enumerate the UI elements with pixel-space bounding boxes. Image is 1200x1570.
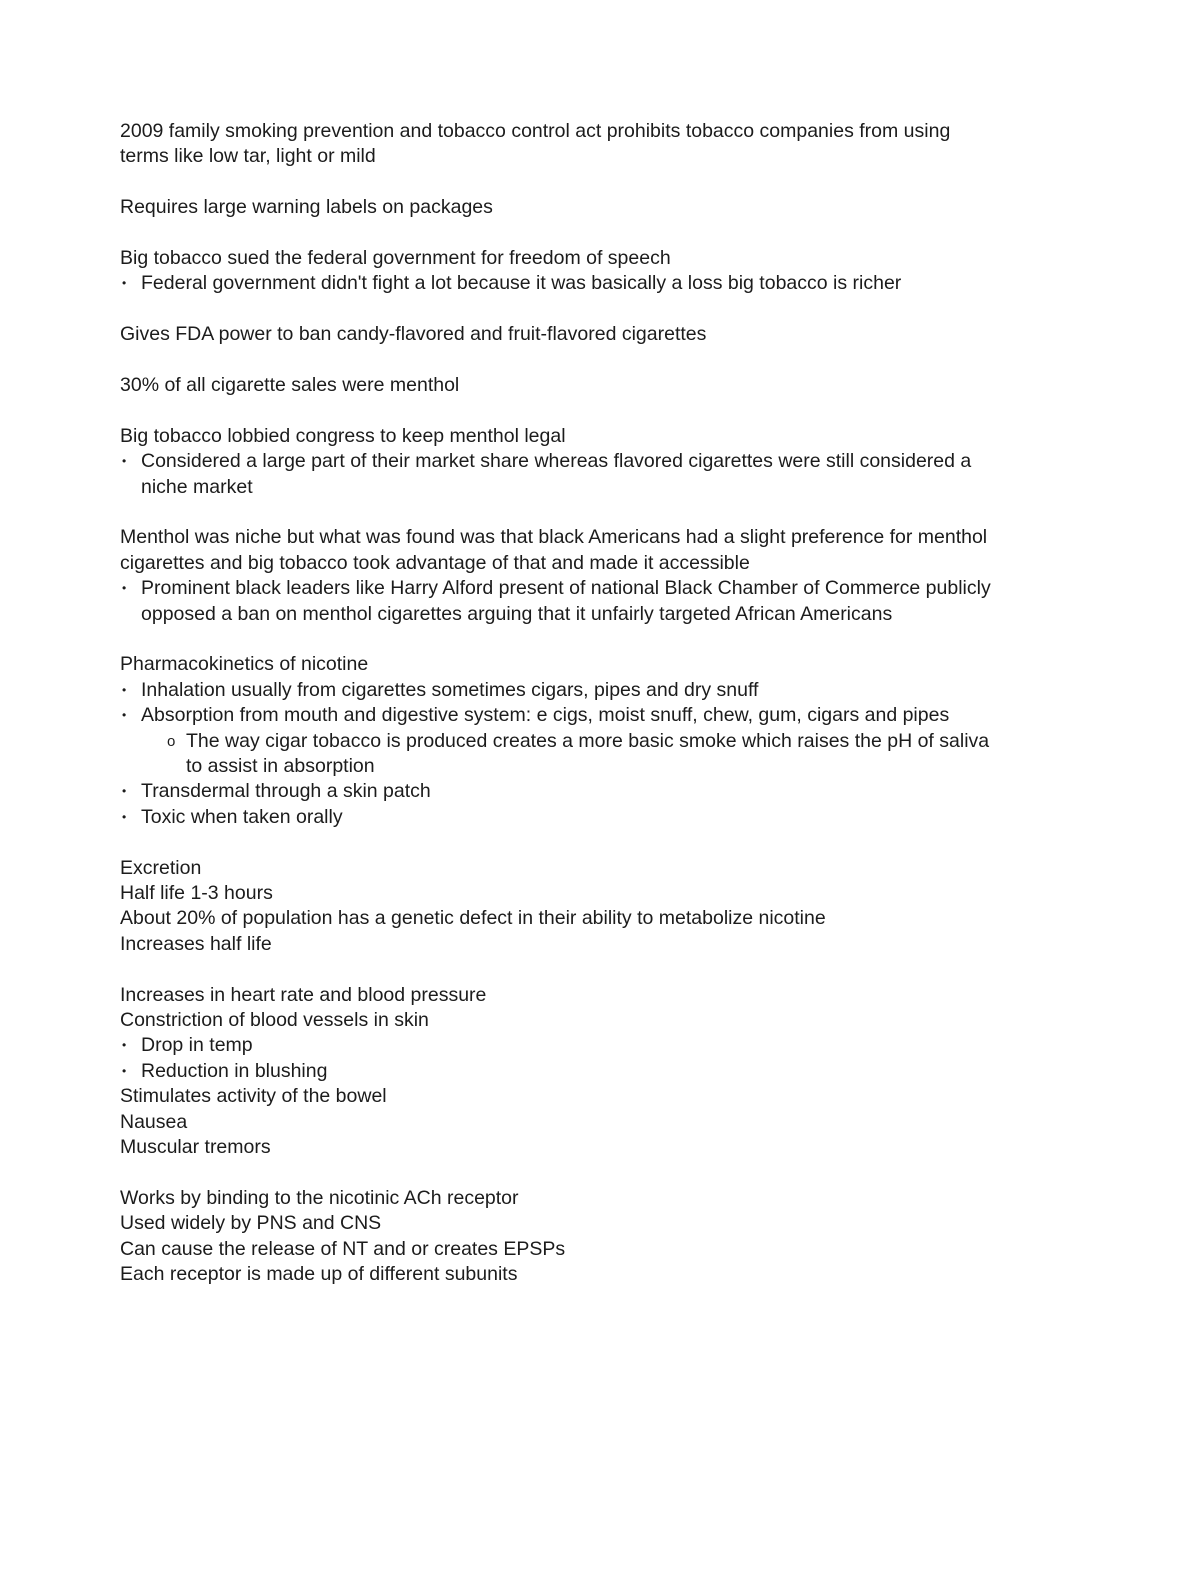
paragraph	[120, 246, 1095, 297]
bullet-item	[120, 678, 1095, 703]
text-line: Absorption from mouth and digestive system: e cigs, moist snuff, chew, gum, cigars and pipes	[141, 704, 950, 727]
bullet-item	[120, 1033, 1095, 1058]
text-line: Pharmacokinetics of nicotine	[120, 653, 369, 676]
paragraph	[120, 983, 1095, 1161]
paragraph	[120, 525, 1095, 627]
paragraph	[120, 195, 1095, 220]
text-line: Big tobacco lobbied congress to keep menthol legal	[120, 424, 566, 447]
text-line: About 20% of population has a genetic defect in their ability to metabolize nicotine	[120, 907, 826, 930]
text-line: 2009 family smoking prevention and tobacco control act prohibits tobacco companies from using	[120, 120, 951, 142]
bullet-item	[120, 1059, 1095, 1084]
bullet-icon: •	[122, 1038, 127, 1053]
text-line: Drop in temp	[141, 1034, 253, 1057]
paragraph	[120, 856, 1095, 958]
text-line: Muscular tremors	[120, 1136, 271, 1159]
text-line: Increases in heart rate and blood pressure	[120, 983, 487, 1006]
text-line: Nausea	[120, 1110, 188, 1133]
text-line: Prominent black leaders like Harry Alford present of national Black Chamber of Commerce publicly	[141, 577, 991, 600]
text-line: opposed a ban on menthol cigarettes arguing that it unfairly targeted African Americans	[141, 602, 893, 625]
paragraph	[120, 1186, 1095, 1288]
text-line: Constriction of blood vessels in skin	[120, 1009, 429, 1032]
bullet-icon: •	[122, 581, 127, 596]
text-line: cigarettes and big tobacco took advantage of that and made it accessible	[120, 551, 750, 574]
bullet-icon: •	[122, 1063, 127, 1078]
circle-bullet-icon: o	[167, 732, 176, 750]
text-line: The way cigar tobacco is produced creates a more basic smoke which raises the pH of saliva	[186, 729, 990, 752]
bullet-item	[120, 779, 1095, 804]
document-page	[120, 119, 1095, 1288]
paragraph	[120, 373, 1095, 398]
bullet-icon: •	[122, 708, 127, 723]
bullet-icon: •	[122, 682, 127, 697]
paragraph	[120, 322, 1095, 347]
sub-bullet-item	[120, 729, 1095, 780]
paragraph	[120, 424, 1095, 500]
text-line: 30% of all cigarette sales were menthol	[120, 374, 460, 396]
bullet-item	[120, 576, 1095, 627]
text-line: niche market	[141, 475, 253, 498]
text-line: Used widely by PNS and CNS	[120, 1212, 382, 1235]
text-line: Requires large warning labels on packages	[120, 196, 493, 219]
text-line: Works by binding to the nicotinic ACh receptor	[120, 1186, 519, 1209]
text-line: Can cause the release of NT and or creates EPSPs	[120, 1237, 566, 1260]
bullet-item	[120, 449, 1095, 500]
bullet-item	[120, 703, 1095, 728]
text-line: Big tobacco sued the federal government for freedom of speech	[120, 247, 671, 269]
bullet-icon: •	[122, 276, 127, 291]
paragraph	[120, 652, 1095, 830]
text-line: Excretion	[120, 856, 202, 879]
text-line: Federal government didn't fight a lot because it was basically a loss big tobacco is richer	[141, 272, 902, 295]
text-line: Toxic when taken orally	[141, 805, 343, 828]
text-line: Gives FDA power to ban candy-flavored and fruit-flavored cigarettes	[120, 323, 707, 346]
text-line: Half life 1-3 hours	[120, 882, 273, 905]
bullet-icon: •	[122, 454, 127, 469]
text-line: Transdermal through a skin patch	[141, 780, 431, 803]
text-line: Increases half life	[120, 932, 272, 955]
text-line: Inhalation usually from cigarettes sometimes cigars, pipes and dry snuff	[141, 678, 759, 701]
text-line: to assist in absorption	[186, 755, 375, 778]
paragraph	[120, 119, 1095, 170]
text-line: Stimulates activity of the bowel	[120, 1085, 387, 1108]
text-line: Considered a large part of their market share whereas flavored cigarettes were still considered a	[141, 450, 972, 473]
text-line: Each receptor is made up of different subunits	[120, 1263, 518, 1286]
text-line: Menthol was niche but what was found was that black Americans had a slight preference for menthol	[120, 526, 988, 549]
text-line: Reduction in blushing	[141, 1059, 328, 1082]
bullet-icon: •	[122, 784, 127, 799]
bullet-item	[120, 805, 1095, 830]
bullet-item	[120, 271, 1095, 296]
bullet-icon: •	[122, 809, 127, 824]
text-line: terms like low tar, light or mild	[120, 145, 376, 168]
